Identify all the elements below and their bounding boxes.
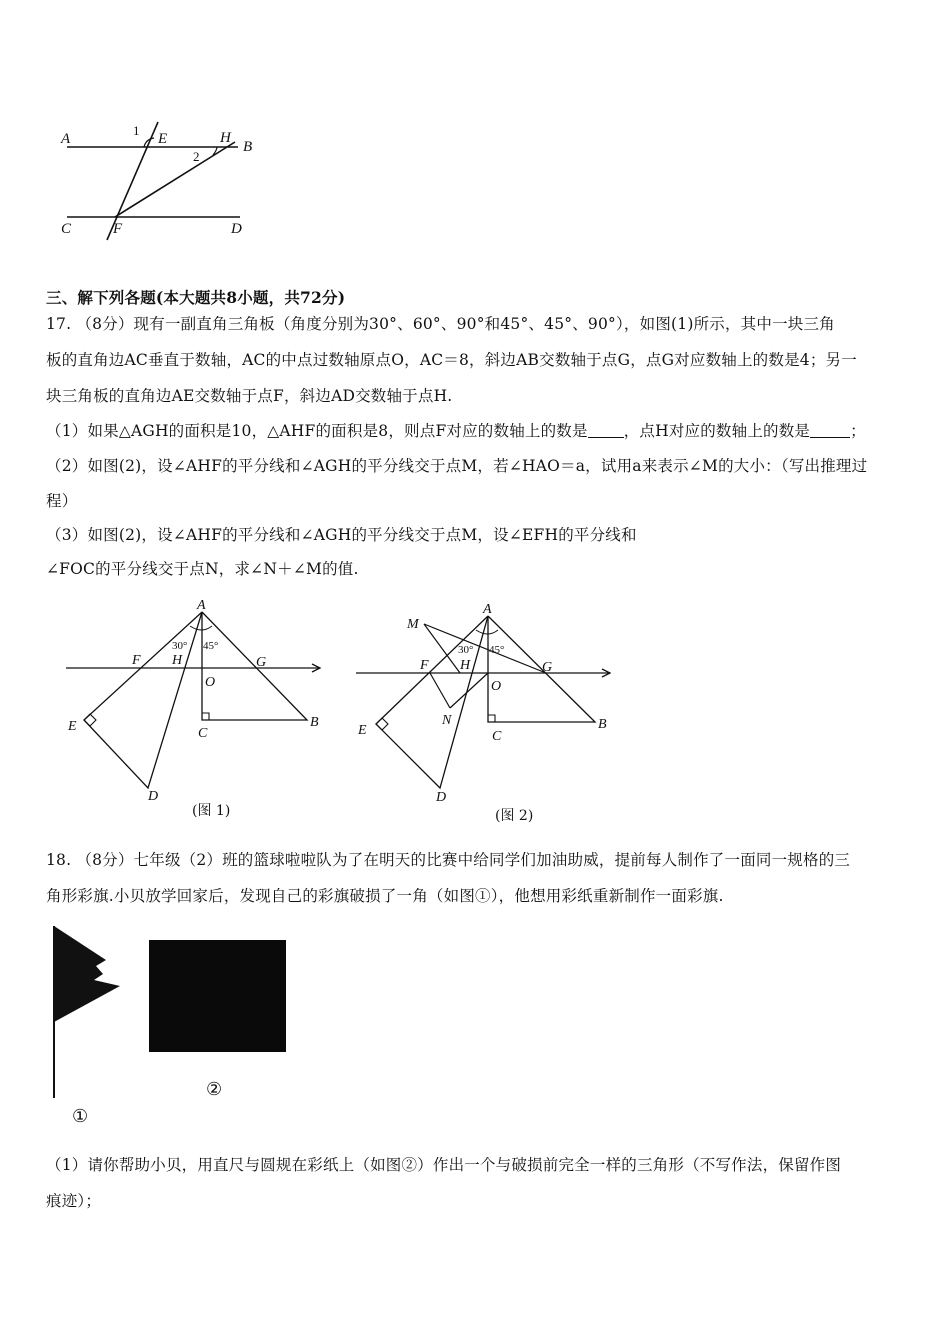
label-o: O [491,679,502,694]
label-h: H [220,130,231,146]
label-g: G [542,660,553,675]
q17-part-1 [46,419,866,441]
q17-part-3-line-2: ∠FOC的平分线交于点N，求∠N＋∠M的值. [46,560,359,578]
section-heading: 三、解下列各题(本大题共8小题，共72分) [46,288,346,307]
label-30-degree: 30° [172,640,188,652]
angle-arc-a [190,626,212,630]
label-b: B [243,139,253,155]
label-b: B [598,717,607,732]
q18-part-1-line-2: 痕迹）； [46,1192,102,1210]
triangle-aed [84,612,202,788]
label-d: D [148,789,159,804]
q17-part-1-text-c: ； [850,422,866,440]
figure-2 [350,598,615,808]
q17-line-2: 板的直角边AC垂直于数轴，AC的中点过数轴原点O，AC＝8，斜边AB交数轴于点G，点G对应数轴上的数是4；另一 [46,351,857,369]
label-h: H [460,658,471,673]
label-e: E [358,723,367,738]
label-o: O [205,675,216,690]
label-angle-2: 2 [193,149,200,164]
q17-part-1-text-a: （1）如果△AGH的面积是10，△AHF的面积是8，则点F对应的数轴上的数是 [46,422,588,440]
q17-part-3-line-1: （3）如图(2)，设∠AHF的平分线和∠AGH的平分线交于点M，设∠EFH的平分线和 [46,526,637,544]
right-angle-c [488,715,495,722]
q17-line-3: 块三角板的直角边AE交数轴于点F，斜边AD交数轴于点H. [46,387,453,405]
q18-line-2: 角形彩旗.小贝放学回家后，发现自己的彩旗破损了一角（如图①），他想用彩纸重新制作一面彩旗. [46,887,724,905]
label-c: C [492,729,502,744]
label-e: E [68,719,77,734]
figure-1-caption: (图 1) [192,803,231,819]
label-n: N [442,713,452,728]
q17-line-1: 17. （8分）现有一副直角三角板（角度分别为30°、60°、90°和45°、45°、90°），如图(1)所示，其中一块三角 [46,315,835,333]
bisector-fn [430,673,450,708]
figure-label-1: ① [72,1106,89,1127]
torn-flag-figure [48,922,128,1102]
label-f: F [420,658,429,673]
figure-label-2: ② [206,1079,223,1100]
label-45-degree: 45° [489,644,505,656]
label-d: D [436,790,447,805]
q17-part-2-line-1: （2）如图(2)，设∠AHF的平分线和∠AGH的平分线交于点M，若∠HAO＝a，试用a来表示∠M的大小：（写出推理过 [46,457,868,475]
label-45-degree: 45° [203,640,219,652]
label-d: D [231,221,242,237]
figure-2-caption: (图 2) [495,808,534,824]
triangle-abc [202,612,307,720]
figure-1 [60,596,335,826]
q17-part-2-line-2: 程） [46,492,78,510]
label-a: A [61,131,71,147]
label-m: M [407,617,419,632]
label-a: A [197,598,206,613]
label-30-degree: 30° [458,644,474,656]
right-angle-c [202,713,209,720]
label-f: F [132,653,141,668]
label-b: B [310,715,319,730]
q18-line-1: 18. （8分）七年级（2）班的篮球啦啦队为了在明天的比赛中给同学们加油助威，提前每人制作了一面同一规格的三 [46,851,851,869]
label-a: A [483,602,492,617]
angle-arc-a [476,630,498,634]
answer-blank-h[interactable] [810,423,850,438]
label-e: E [158,131,168,147]
label-h: H [172,653,183,668]
colored-paper [149,940,286,1052]
label-g: G [256,655,267,670]
torn-flag [54,926,120,1022]
answer-blank-f[interactable] [588,423,624,438]
q17-part-1-text-b: ，点H对应的数轴上的数是 [623,422,811,440]
parallel-lines-figure [55,120,265,245]
label-c: C [61,221,72,237]
right-angle-e [84,714,96,726]
right-angle-e [376,718,388,730]
label-c: C [198,726,208,741]
triangle-aed [376,616,488,788]
bisector-on [450,673,488,708]
q18-part-1-line-1: （1）请你帮助小贝，用直尺与圆规在彩纸上（如图②）作出一个与破损前完全一样的三角形（不写作法，保留作图 [46,1156,842,1174]
label-angle-1: 1 [133,123,140,138]
label-f: F [113,221,123,237]
